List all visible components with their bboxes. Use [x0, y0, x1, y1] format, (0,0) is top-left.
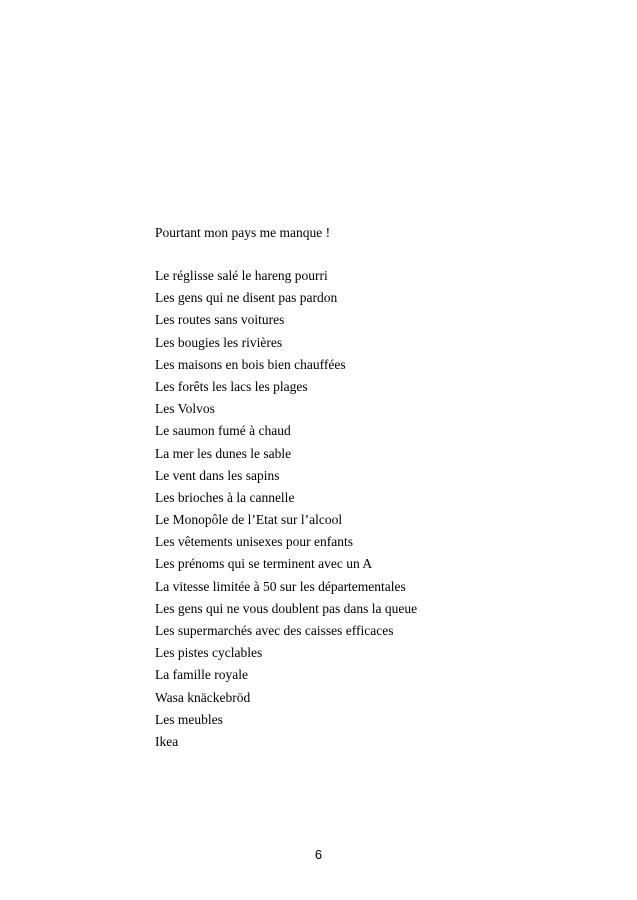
- poem-line: Les vêtements unisexes pour enfants: [155, 534, 353, 550]
- poem-line: Le Monopôle de l’Etat sur l’alcool: [155, 512, 343, 528]
- poem-list: [155, 267, 417, 755]
- poem-line: Les meubles: [155, 711, 223, 727]
- poem-line: Les pistes cyclables: [155, 645, 263, 661]
- poem-line: Les Volvos: [155, 401, 215, 417]
- poem-line: La vitesse limitée à 50 sur les départementales: [155, 578, 406, 594]
- poem-line: Le saumon fumé à chaud: [155, 423, 291, 439]
- page-number: 6: [314, 847, 323, 862]
- poem-line: Le vent dans les sapins: [155, 467, 280, 483]
- poem-line: La mer les dunes le sable: [155, 445, 292, 461]
- poem-line: Wasa knäckebröd: [155, 689, 251, 705]
- poem-line: La famille royale: [155, 667, 248, 683]
- poem-line: Les gens qui ne disent pas pardon: [155, 290, 338, 306]
- poem-line: Les bougies les rivières: [155, 334, 283, 350]
- poem-line: Les supermarchés avec des caisses efficaces: [155, 623, 394, 638]
- poem-line: Les gens qui ne vous doublent pas dans la queue: [155, 600, 418, 616]
- poem-line: Ikea: [155, 733, 179, 749]
- poem-line: Les forêts les lacs les plages: [155, 378, 308, 394]
- poem-line: Les brioches à la cannelle: [155, 489, 295, 505]
- poem-line: Les routes sans voitures: [155, 312, 285, 328]
- poem-line: Les maisons en bois bien chauffées: [155, 356, 346, 372]
- poem-line: Le réglisse salé le hareng pourri: [155, 268, 328, 283]
- intro-line: Pourtant mon pays me manque !: [155, 225, 331, 240]
- poem-line: Les prénoms qui se terminent avec un A: [155, 556, 373, 572]
